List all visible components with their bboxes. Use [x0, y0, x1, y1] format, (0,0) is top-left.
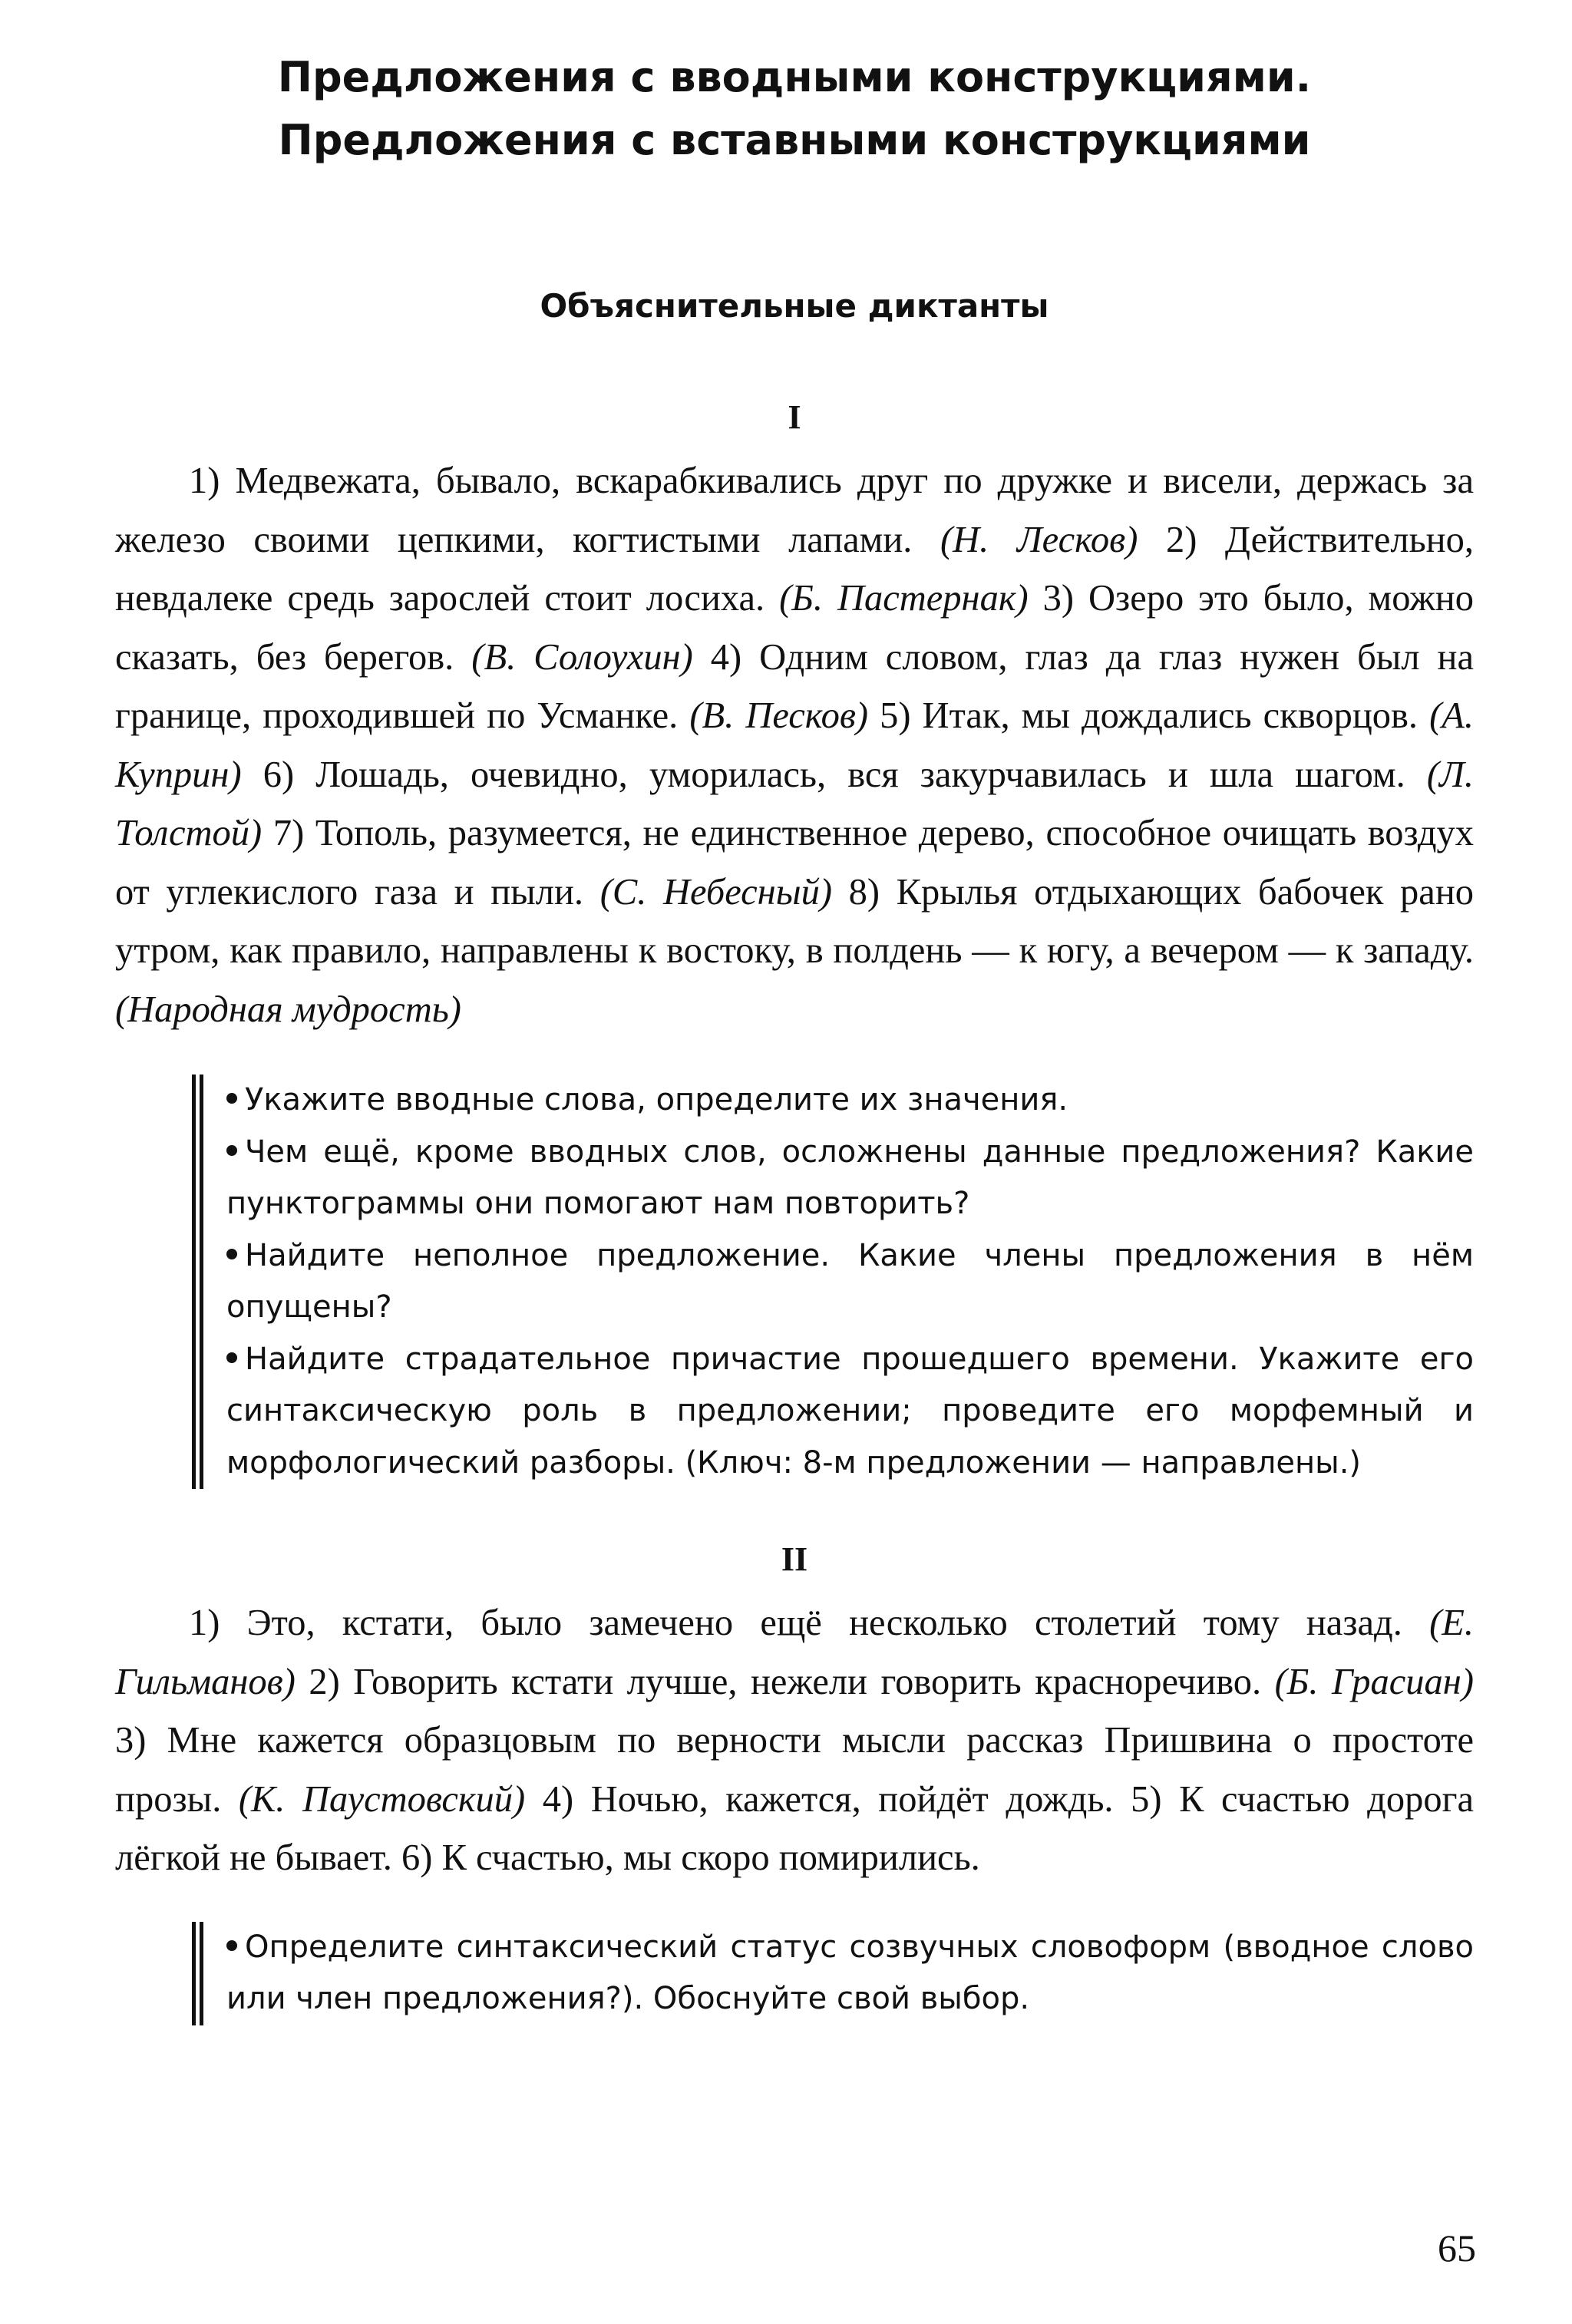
sentence: 6) К счастью, мы скоро помирились.	[401, 1837, 980, 1878]
section-subtitle: Объяснительные диктанты	[540, 287, 1049, 325]
dictation-text-1	[115, 452, 1474, 1039]
title-line-1: Предложения с вводными конструкциями.	[277, 53, 1312, 101]
sentence-source: (В. Солоухин)	[471, 636, 693, 678]
bullet-icon	[226, 1093, 237, 1104]
page-title	[115, 46, 1474, 172]
sentence: 5) К счастью дорога лёгкой не бывает.	[115, 1778, 1474, 1878]
task-item	[226, 1075, 1474, 1127]
sentence: 4) Одним словом, глаз да глаз нужен был на границе, проходившей по Усманке.	[115, 636, 1475, 736]
task-item	[226, 1922, 1474, 2025]
task-text: Найдите неполное предложение. Какие члены предложения в нём опущены?	[226, 1237, 1474, 1325]
sentence: 4) Ночью, кажется, пойдёт дождь.	[542, 1778, 1114, 1820]
bullet-icon	[226, 1145, 237, 1156]
sentence: 1) Это, кстати, было замечено ещё несколько столетий тому назад.	[189, 1603, 1402, 1643]
sentence-source: (С. Небесный)	[599, 871, 832, 913]
task-box-1	[192, 1075, 1474, 1489]
sentence: 2) Действительно, невдалеке средь зарослей стоит лосиха.	[115, 519, 1475, 619]
task-text: Чем ещё, кроме вводных слов, осложнены данные предложения? Какие пунктограммы они помогают нам повторить?	[226, 1134, 1474, 1221]
task-text: Укажите вводные слова, определите их значения.	[245, 1082, 1068, 1117]
task-box-2	[192, 1922, 1474, 2025]
section-numeral-2: II	[781, 1540, 808, 1578]
sentence-source: (Б. Пастернак)	[779, 578, 1029, 619]
sentence-source: (Л. Толстой)	[115, 754, 1474, 853]
dictation-text-2	[115, 1594, 1474, 1888]
sentence: 2) Говорить кстати лучше, нежели говорить красноречиво.	[309, 1661, 1262, 1702]
sentence: 8) Крылья отдыхающих бабочек рано утром, как правило, направлены к востоку, в полдень — к югу, а вечером — к западу.	[115, 871, 1475, 971]
sentence: 1) Медвежата, бывало, вскарабкивались друг по дружке и висели, держась за железо своими цепкими, когтистыми лапами.	[115, 461, 1474, 560]
bullet-icon	[226, 1249, 237, 1259]
sentence-source: (К. Паустовский)	[238, 1778, 526, 1820]
task-text: Определите синтаксический статус созвучных словоформ (вводное слово или член предложения?). Обоснуйте свой выбор.	[226, 1929, 1474, 2016]
title-line-2: Предложения с вставными конструкциями	[278, 116, 1311, 164]
sentence: 5) Итак, мы дождались скворцов.	[880, 695, 1418, 736]
task-text: Найдите страдательное причастие прошедшего времени. Укажите его синтаксическую роль в предложении; проведите его морфемный и морфологический разборы. (Ключ: 8-м предложении — направлены.)	[226, 1341, 1474, 1481]
bullet-icon	[226, 1352, 237, 1363]
sentence-source: (Народная мудрость)	[115, 989, 461, 1030]
page-content	[115, 46, 1474, 2025]
sentence: 7) Тополь, разумеется, не единственное дерево, способное очищать воздух от углекислого газа и пыли.	[115, 813, 1475, 913]
sentence-source: (Е. Гильманов)	[115, 1603, 1475, 1702]
bullet-icon	[226, 1940, 237, 1951]
sentence-source: (В. Песков)	[689, 695, 869, 736]
task-item	[226, 1127, 1474, 1230]
sentence-source: (Н. Лесков)	[940, 519, 1138, 560]
page-number: 65	[1438, 2227, 1476, 2270]
sentence: 6) Лошадь, очевидно, уморилась, вся закурчавилась и шла шагом.	[263, 754, 1405, 795]
section-numeral-1: I	[788, 398, 801, 436]
sentence: 3) Мне кажется образцовым по верности мысли рассказ Пришвина о простоте прозы.	[115, 1720, 1474, 1820]
task-item	[226, 1334, 1474, 1490]
sentence-source: (Б. Грасиан)	[1274, 1661, 1474, 1702]
task-item	[226, 1230, 1474, 1334]
sentence-source: (А. Куприн)	[115, 695, 1475, 795]
sentence: 3) Озеро это было, можно сказать, без берегов.	[115, 578, 1474, 678]
